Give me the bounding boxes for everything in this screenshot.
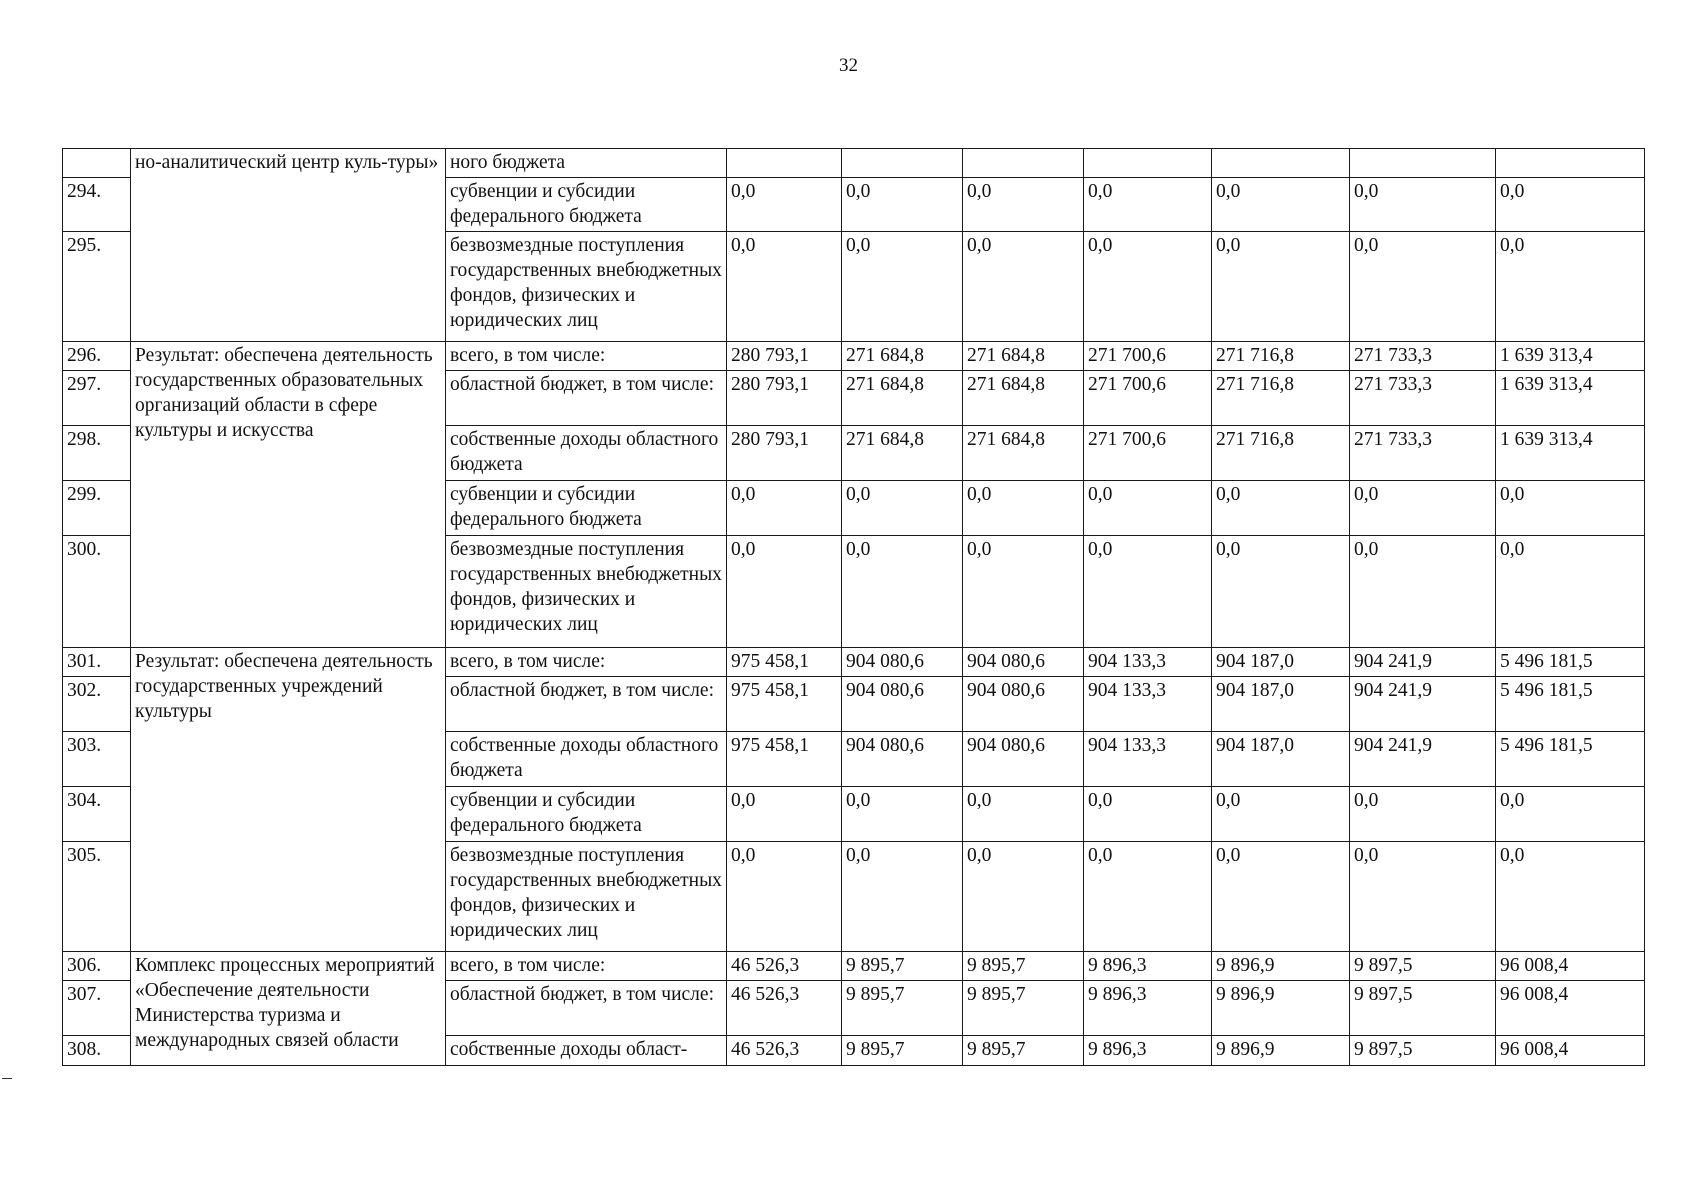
- value-cell: 0,0: [963, 178, 1084, 232]
- value-cell: 904 080,6: [842, 732, 963, 787]
- value-cell: 271 684,8: [842, 342, 963, 371]
- value-cell: 280 793,1: [727, 426, 842, 481]
- row-number: 307.: [63, 981, 131, 1036]
- funding-source: безвозмездные поступления государственных внебюджетных фондов, физических и юридических лиц: [446, 842, 727, 952]
- value-cell: 0,0: [1084, 481, 1212, 536]
- row-number: [63, 149, 131, 178]
- funding-source: всего, в том числе:: [446, 952, 727, 981]
- value-cell: 280 793,1: [727, 342, 842, 371]
- total-cell: 5 496 181,5: [1496, 677, 1645, 732]
- funding-source: собственные доходы областного бюджета: [446, 732, 727, 787]
- table-row: [63, 342, 1645, 371]
- funding-source: субвенции и субсидии федерального бюджета: [446, 178, 727, 232]
- value-cell: 904 080,6: [842, 677, 963, 732]
- funding-source: субвенции и субсидии федерального бюджета: [446, 481, 727, 536]
- value-cell: 0,0: [1350, 842, 1496, 952]
- value-cell: 904 133,3: [1084, 732, 1212, 787]
- total-cell: 0,0: [1496, 481, 1645, 536]
- total-cell: 96 008,4: [1496, 981, 1645, 1036]
- value-cell: 9 896,9: [1212, 981, 1350, 1036]
- value-cell: 271 684,8: [963, 426, 1084, 481]
- value-cell: 46 526,3: [727, 1036, 842, 1066]
- value-cell: 0,0: [842, 842, 963, 952]
- total-cell: 0,0: [1496, 787, 1645, 842]
- value-cell: 271 700,6: [1084, 342, 1212, 371]
- value-cell: 0,0: [842, 232, 963, 342]
- value-cell: 975 458,1: [727, 677, 842, 732]
- funding-source: субвенции и субсидии федерального бюджета: [446, 787, 727, 842]
- value-cell: 0,0: [727, 536, 842, 648]
- value-cell: 9 897,5: [1350, 1036, 1496, 1066]
- value-cell: 0,0: [1350, 787, 1496, 842]
- value-cell: 0,0: [963, 787, 1084, 842]
- budget-table: [62, 148, 1645, 1066]
- table-row: [63, 648, 1645, 677]
- value-cell: 904 080,6: [963, 677, 1084, 732]
- table-row: [63, 149, 1645, 178]
- value-cell: 0,0: [727, 232, 842, 342]
- value-cell: 9 896,3: [1084, 952, 1212, 981]
- value-cell: 9 896,3: [1084, 981, 1212, 1036]
- value-cell: 271 733,3: [1350, 371, 1496, 426]
- value-cell: 0,0: [842, 178, 963, 232]
- value-cell: 271 716,8: [1212, 342, 1350, 371]
- row-number: 295.: [63, 232, 131, 342]
- value-cell: 904 241,9: [1350, 732, 1496, 787]
- result-description: Комплекс процессных мероприятий «Обеспечение деятельности Министерства туризма и международных связей области: [131, 952, 446, 1066]
- funding-source: всего, в том числе:: [446, 648, 727, 677]
- funding-source: ного бюджета: [446, 149, 727, 178]
- value-cell: [1084, 149, 1212, 178]
- value-cell: 271 684,8: [842, 371, 963, 426]
- value-cell: 0,0: [842, 787, 963, 842]
- value-cell: 904 080,6: [963, 648, 1084, 677]
- value-cell: 0,0: [1350, 232, 1496, 342]
- value-cell: 0,0: [963, 232, 1084, 342]
- total-cell: 1 639 313,4: [1496, 342, 1645, 371]
- value-cell: 0,0: [1084, 178, 1212, 232]
- value-cell: [963, 149, 1084, 178]
- value-cell: [727, 149, 842, 178]
- value-cell: 904 187,0: [1212, 677, 1350, 732]
- row-number: 308.: [63, 1036, 131, 1066]
- row-number: 305.: [63, 842, 131, 952]
- value-cell: 904 080,6: [842, 648, 963, 677]
- funding-source: всего, в том числе:: [446, 342, 727, 371]
- total-cell: 0,0: [1496, 232, 1645, 342]
- row-number: 304.: [63, 787, 131, 842]
- value-cell: 904 187,0: [1212, 648, 1350, 677]
- row-number: 294.: [63, 178, 131, 232]
- value-cell: 0,0: [1084, 536, 1212, 648]
- total-cell: 0,0: [1496, 178, 1645, 232]
- funding-source: собственные доходы област-: [446, 1036, 727, 1066]
- value-cell: 904 241,9: [1350, 648, 1496, 677]
- value-cell: 0,0: [963, 481, 1084, 536]
- table-row: [63, 952, 1645, 981]
- value-cell: 9 896,9: [1212, 952, 1350, 981]
- value-cell: 0,0: [1212, 232, 1350, 342]
- value-cell: 0,0: [1350, 481, 1496, 536]
- value-cell: [1212, 149, 1350, 178]
- total-cell: 96 008,4: [1496, 1036, 1645, 1066]
- value-cell: 9 895,7: [963, 981, 1084, 1036]
- total-cell: 0,0: [1496, 842, 1645, 952]
- row-number: 297.: [63, 371, 131, 426]
- value-cell: 9 895,7: [963, 952, 1084, 981]
- value-cell: 904 187,0: [1212, 732, 1350, 787]
- total-cell: 96 008,4: [1496, 952, 1645, 981]
- page-number: 32: [839, 55, 858, 76]
- value-cell: 0,0: [1084, 232, 1212, 342]
- value-cell: 0,0: [963, 536, 1084, 648]
- value-cell: 0,0: [1212, 787, 1350, 842]
- value-cell: 271 716,8: [1212, 371, 1350, 426]
- value-cell: 9 896,3: [1084, 1036, 1212, 1066]
- value-cell: 271 684,8: [842, 426, 963, 481]
- total-cell: 0,0: [1496, 536, 1645, 648]
- value-cell: 271 684,8: [963, 342, 1084, 371]
- funding-source: областной бюджет, в том числе:: [446, 677, 727, 732]
- value-cell: 0,0: [1212, 178, 1350, 232]
- value-cell: 9 895,7: [842, 981, 963, 1036]
- funding-source: безвозмездные поступления государственных внебюджетных фондов, физических и юридических лиц: [446, 232, 727, 342]
- value-cell: 9 895,7: [842, 952, 963, 981]
- value-cell: [1350, 149, 1496, 178]
- value-cell: 9 895,7: [842, 1036, 963, 1066]
- row-number: 298.: [63, 426, 131, 481]
- row-number: 301.: [63, 648, 131, 677]
- row-number: 299.: [63, 481, 131, 536]
- value-cell: 271 716,8: [1212, 426, 1350, 481]
- value-cell: 0,0: [963, 842, 1084, 952]
- margin-mark: [2, 1078, 12, 1079]
- value-cell: 0,0: [727, 842, 842, 952]
- value-cell: 0,0: [727, 787, 842, 842]
- row-number: 302.: [63, 677, 131, 732]
- value-cell: 9 896,9: [1212, 1036, 1350, 1066]
- value-cell: 46 526,3: [727, 952, 842, 981]
- value-cell: 0,0: [1350, 178, 1496, 232]
- value-cell: 280 793,1: [727, 371, 842, 426]
- value-cell: 0,0: [727, 178, 842, 232]
- value-cell: 904 080,6: [963, 732, 1084, 787]
- total-cell: 5 496 181,5: [1496, 732, 1645, 787]
- row-number: 303.: [63, 732, 131, 787]
- value-cell: 904 133,3: [1084, 677, 1212, 732]
- value-cell: 0,0: [1212, 536, 1350, 648]
- value-cell: 271 700,6: [1084, 371, 1212, 426]
- value-cell: 271 733,3: [1350, 426, 1496, 481]
- result-description: Результат: обеспечена деятельность государственных образовательных организаций области в сфере культуры и искусства: [131, 342, 446, 648]
- total-cell: [1496, 149, 1645, 178]
- value-cell: 0,0: [1084, 787, 1212, 842]
- value-cell: 975 458,1: [727, 732, 842, 787]
- funding-source: безвозмездные поступления государственных внебюджетных фондов, физических и юридических лиц: [446, 536, 727, 648]
- row-number: 300.: [63, 536, 131, 648]
- funding-source: собственные доходы областного бюджета: [446, 426, 727, 481]
- value-cell: 271 733,3: [1350, 342, 1496, 371]
- value-cell: 904 241,9: [1350, 677, 1496, 732]
- total-cell: 1 639 313,4: [1496, 371, 1645, 426]
- funding-source: областной бюджет, в том числе:: [446, 981, 727, 1036]
- value-cell: 904 133,3: [1084, 648, 1212, 677]
- value-cell: 0,0: [842, 481, 963, 536]
- value-cell: 9 897,5: [1350, 981, 1496, 1036]
- result-description: но-аналитический центр куль-туры»: [131, 149, 446, 342]
- row-number: 306.: [63, 952, 131, 981]
- value-cell: 0,0: [727, 481, 842, 536]
- value-cell: 271 684,8: [963, 371, 1084, 426]
- value-cell: 0,0: [842, 536, 963, 648]
- value-cell: 0,0: [1350, 536, 1496, 648]
- value-cell: 0,0: [1212, 842, 1350, 952]
- total-cell: 1 639 313,4: [1496, 426, 1645, 481]
- value-cell: 975 458,1: [727, 648, 842, 677]
- value-cell: 9 897,5: [1350, 952, 1496, 981]
- value-cell: 46 526,3: [727, 981, 842, 1036]
- value-cell: 0,0: [1084, 842, 1212, 952]
- value-cell: 0,0: [1212, 481, 1350, 536]
- total-cell: 5 496 181,5: [1496, 648, 1645, 677]
- row-number: 296.: [63, 342, 131, 371]
- result-description: Результат: обеспечена деятельность государственных учреждений культуры: [131, 648, 446, 952]
- value-cell: 9 895,7: [963, 1036, 1084, 1066]
- funding-source: областной бюджет, в том числе:: [446, 371, 727, 426]
- value-cell: 271 700,6: [1084, 426, 1212, 481]
- value-cell: [842, 149, 963, 178]
